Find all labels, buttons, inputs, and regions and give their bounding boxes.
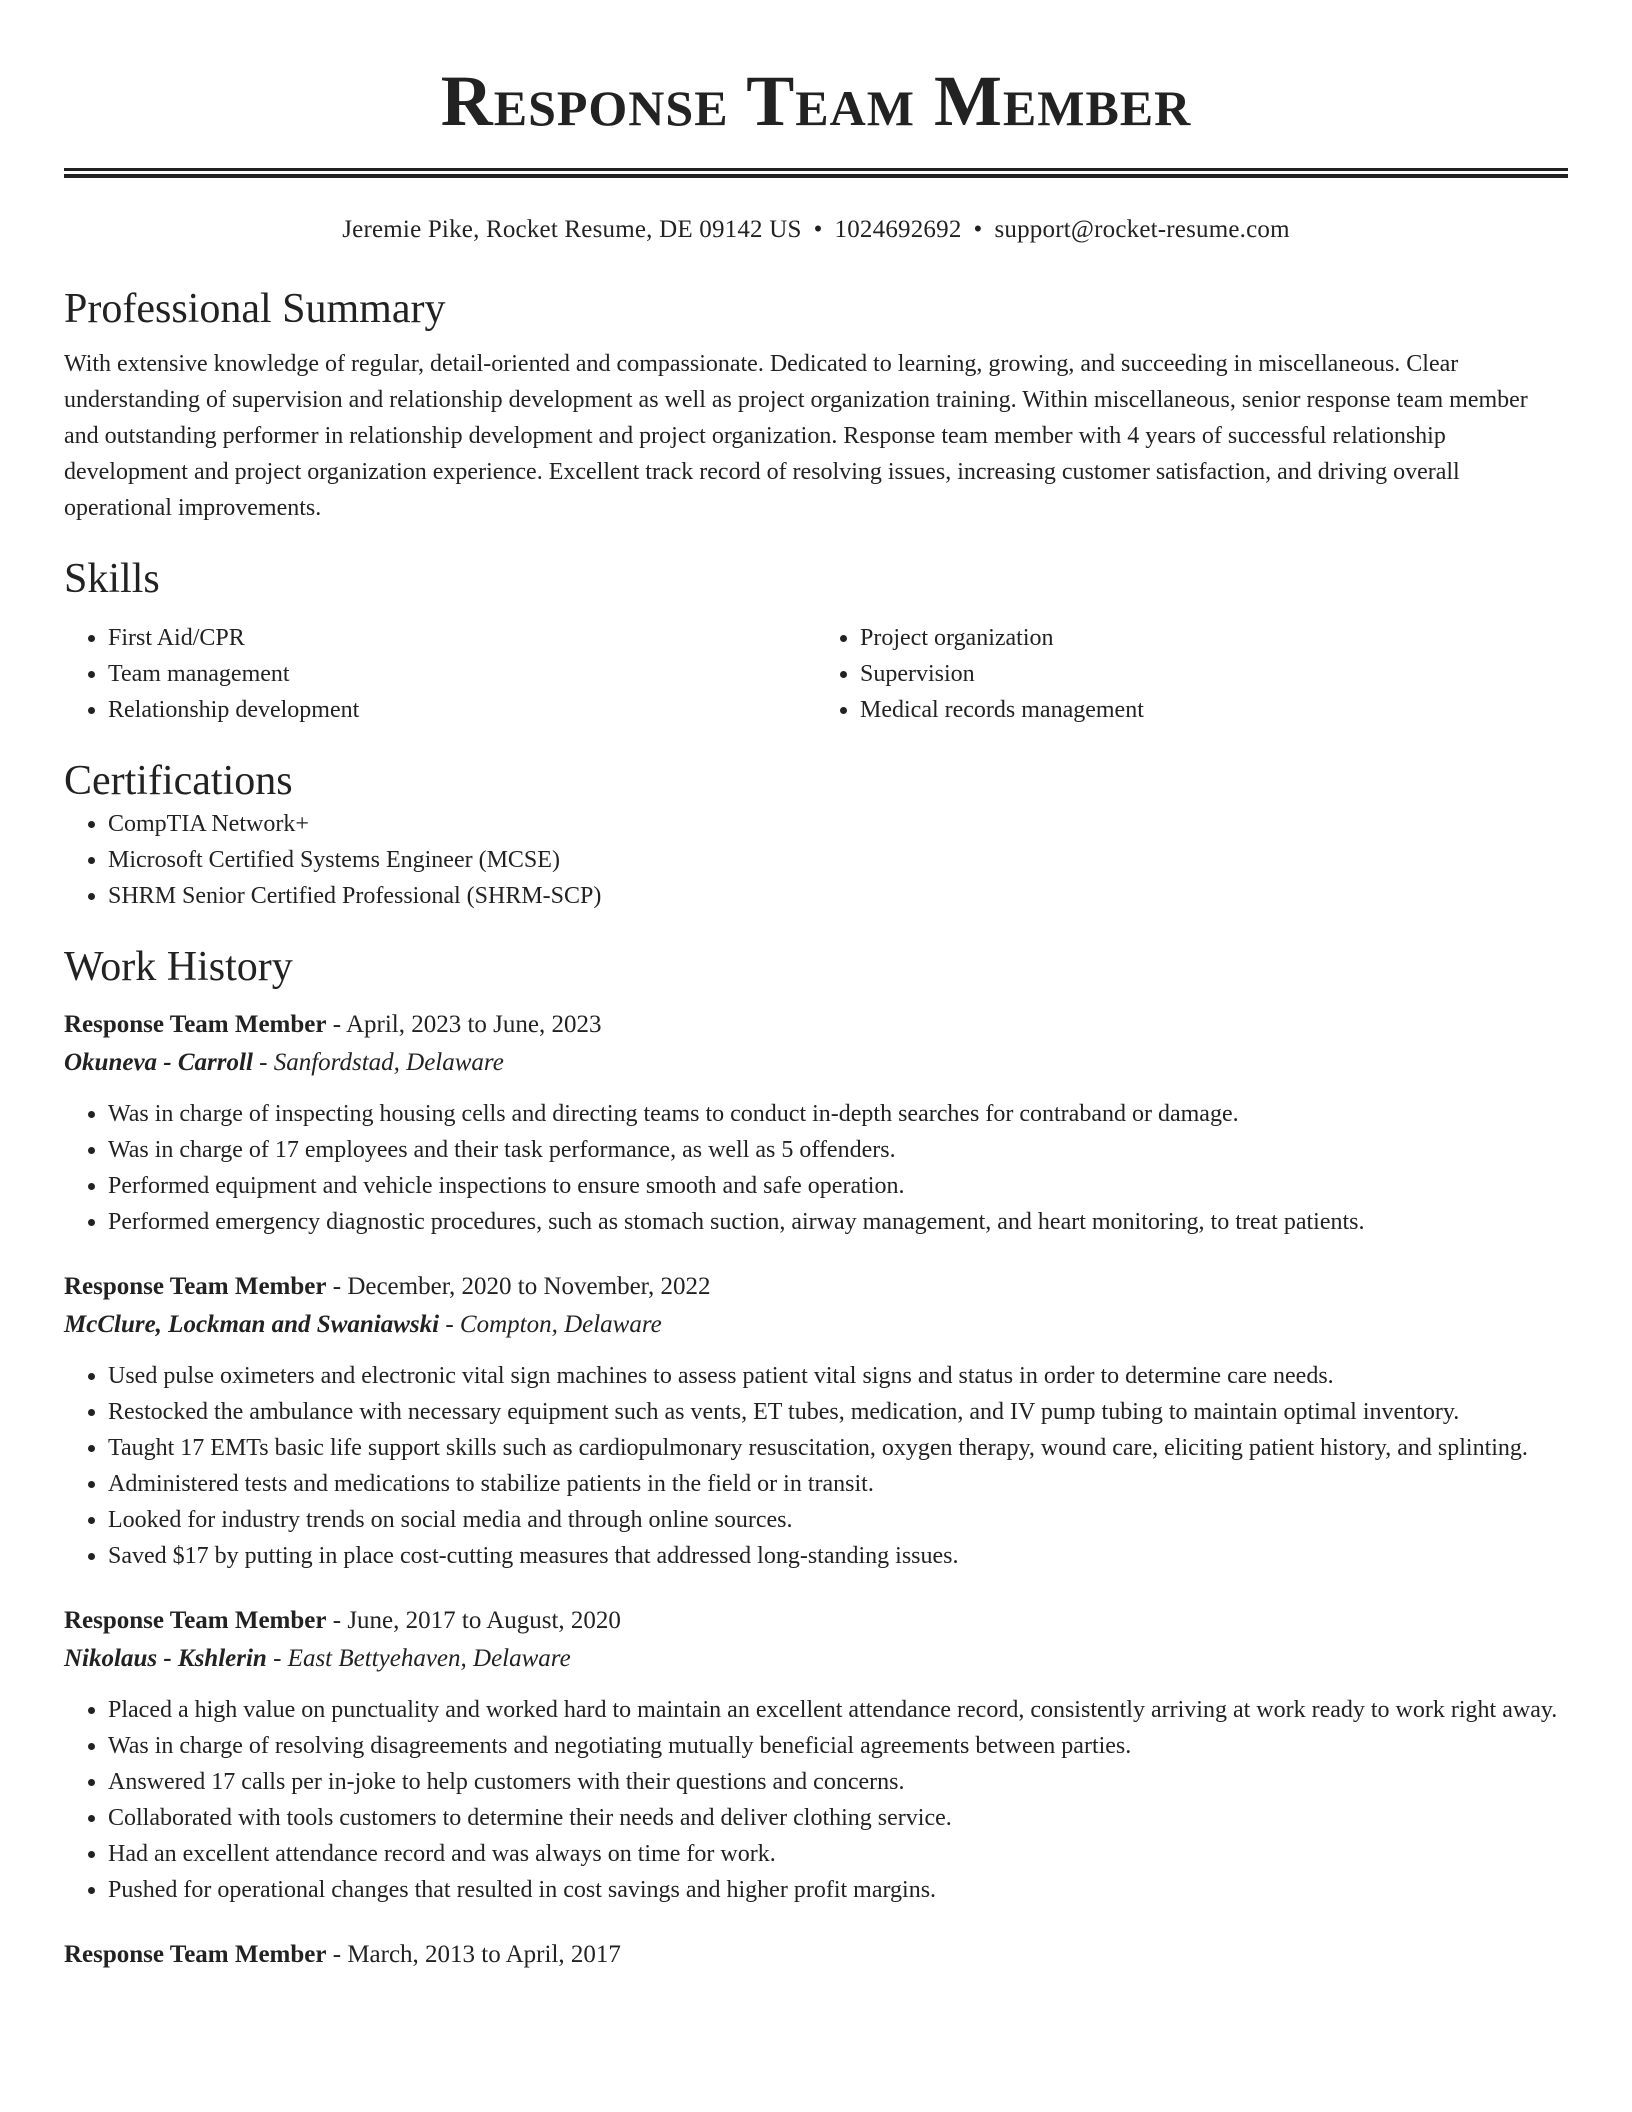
job-duty: • Used pulse oximeters and electronic vital sign machines to assess patient vital signs and status in order to determine care needs.: [108, 1358, 1568, 1394]
job-duty: • Was in charge of inspecting housing cells and directing teams to conduct in-depth searches for contraband or damage.: [108, 1096, 1568, 1132]
job-dates: June, 2017 to August, 2020: [347, 1607, 621, 1634]
certifications-list: [64, 806, 1568, 914]
job-dash: -: [326, 1273, 348, 1300]
skill-item: • First Aid/CPR: [108, 620, 816, 656]
company-dash: -: [252, 1049, 274, 1076]
job-duties: [64, 1692, 1568, 1908]
job-entry: [64, 1936, 1568, 1974]
job-role: Response Team Member: [64, 1273, 327, 1300]
skill-item: • Project organization: [860, 620, 1568, 656]
skill-item: • Team management: [108, 656, 816, 692]
certifications-heading: Certifications: [64, 758, 293, 804]
certification-item: • CompTIA Network+: [108, 806, 1568, 842]
job-entry: [64, 1602, 1568, 1908]
company-line: [64, 1044, 1568, 1082]
job-duty: • Pushed for operational changes that resulted in cost savings and higher profit margins.: [108, 1872, 1568, 1908]
contact-email[interactable]: support@rocket-resume.com: [994, 216, 1290, 243]
job-duty: • Had an excellent attendance record and was always on time for work.: [108, 1836, 1568, 1872]
job-title-line: [64, 1936, 1568, 1974]
company-dash: -: [266, 1645, 288, 1672]
skill-item: • Relationship development: [108, 692, 816, 728]
contact-separator: •: [813, 216, 823, 243]
company-line: [64, 1640, 1568, 1678]
job-dash: -: [326, 1607, 348, 1634]
job-title-line: [64, 1268, 1568, 1306]
company-location: East Bettyehaven, Delaware: [287, 1645, 571, 1672]
contact-phone: 1024692692: [834, 216, 962, 243]
job-role: Response Team Member: [64, 1941, 327, 1968]
job-title-line: [64, 1006, 1568, 1044]
job-duty: • Answered 17 calls per in-joke to help customers with their questions and concerns.: [108, 1764, 1568, 1800]
job-dates: December, 2020 to November, 2022: [347, 1273, 711, 1300]
contact-name-address: Jeremie Pike, Rocket Resume, DE 09142 US: [342, 216, 802, 243]
company-location: Sanfordstad, Delaware: [273, 1049, 504, 1076]
job-duty: • Administered tests and medications to stabilize patients in the field or in transit.: [108, 1466, 1568, 1502]
contact-separator: •: [973, 216, 983, 243]
job-duties: [64, 1358, 1568, 1574]
company-line: [64, 1306, 1568, 1344]
resume-page: [64, 0, 1568, 1974]
summary-text: With extensive knowledge of regular, detail-oriented and compassionate. Dedicated to learning, growing, and succeeding in miscellaneous. Clear understanding of supervision and relationship development as well as project organization training. Within miscellaneous, senior response team member and outstanding performer in relationship development and project organization. Response team member with 4 years of successful relationship development and project organization experience. Excellent track record of resolving issues, increasing customer satisfaction, and driving overall operational improvements.: [64, 351, 1528, 521]
job-duties: [64, 1096, 1568, 1240]
certification-item: • SHRM Senior Certified Professional (SHRM-SCP): [108, 878, 1568, 914]
job-entry: [64, 1006, 1568, 1240]
job-role: Response Team Member: [64, 1011, 327, 1038]
job-dash: -: [326, 1011, 346, 1038]
job-entry: [64, 1268, 1568, 1574]
company-dash: -: [439, 1311, 460, 1338]
skills-heading: Skills: [64, 556, 160, 602]
skills-column-left: [64, 620, 816, 728]
job-duty: • Performed emergency diagnostic procedures, such as stomach suction, airway management, and heart monitoring, to treat patients.: [108, 1204, 1568, 1240]
job-duty: • Was in charge of resolving disagreements and negotiating mutually beneficial agreements between parties.: [108, 1728, 1568, 1764]
skill-item: • Medical records management: [860, 692, 1568, 728]
summary-heading: Professional Summary: [64, 286, 446, 332]
skill-item: • Supervision: [860, 656, 1568, 692]
resume-title: Response Team Member: [440, 61, 1192, 141]
skills-column-right: [816, 620, 1568, 728]
company-name: Nikolaus - Kshlerin: [64, 1645, 267, 1672]
skills-list: [64, 620, 1568, 728]
certification-item: • Microsoft Certified Systems Engineer (MCSE): [108, 842, 1568, 878]
company-location: Compton, Delaware: [459, 1311, 662, 1338]
job-dates: April, 2023 to June, 2023: [345, 1011, 602, 1038]
job-duty: • Collaborated with tools customers to determine their needs and deliver clothing service.: [108, 1800, 1568, 1836]
title-divider: [64, 168, 1568, 178]
job-duty: • Taught 17 EMTs basic life support skills such as cardiopulmonary resuscitation, oxygen therapy, wound care, eliciting patient history, and splinting.: [108, 1430, 1568, 1466]
job-duty: • Performed equipment and vehicle inspections to ensure smooth and safe operation.: [108, 1168, 1568, 1204]
job-duty: • Looked for industry trends on social media and through online sources.: [108, 1502, 1568, 1538]
job-title-line: [64, 1602, 1568, 1640]
company-name: McClure, Lockman and Swaniawski: [64, 1311, 440, 1338]
job-role: Response Team Member: [64, 1607, 327, 1634]
job-dates: March, 2013 to April, 2017: [347, 1941, 621, 1968]
job-duty: • Was in charge of 17 employees and their task performance, as well as 5 offenders.: [108, 1132, 1568, 1168]
job-duty: • Restocked the ambulance with necessary equipment such as vents, ET tubes, medication, and IV pump tubing to maintain optimal inventory.: [108, 1394, 1568, 1430]
work-history-heading: Work History: [64, 944, 293, 990]
job-dash: -: [326, 1941, 348, 1968]
job-duty: • Placed a high value on punctuality and worked hard to maintain an excellent attendance record, consistently arriving at work ready to work right away.: [108, 1692, 1568, 1728]
contact-line: [64, 214, 1568, 246]
job-duty: • Saved $17 by putting in place cost-cutting measures that addressed long-standing issues.: [108, 1538, 1568, 1574]
company-name: Okuneva - Carroll: [64, 1049, 253, 1076]
